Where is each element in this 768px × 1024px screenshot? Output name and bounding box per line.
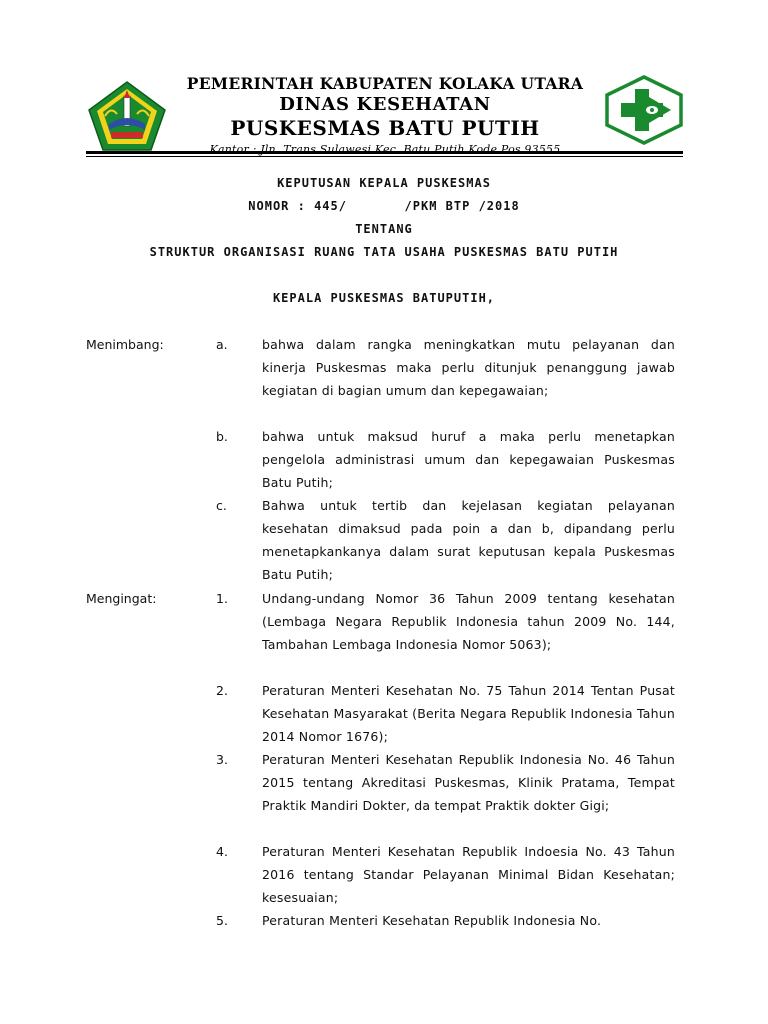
list-item: Bahwa untuk tertib dan kejelasan kegiatan pelayanan kesehatan dimaksud pada poin a dan b, dipandang perlu menetapkankanya dalam surat keputusan kepala Puskesmas Batu Putih;: [262, 498, 675, 582]
decree-subject: STRUKTUR ORGANISASI RUANG TATA USAHA PUSKESMAS BATU PUTIH: [149, 245, 619, 259]
letterhead-rule-thin: [86, 156, 683, 157]
list-item: Peraturan Menteri Kesehatan Republik Indonesia No.: [262, 913, 602, 928]
list-marker: c.: [216, 498, 227, 513]
decree-title: KEPUTUSAN KEPALA PUSKESMAS: [277, 176, 491, 190]
list-item: Peraturan Menteri Kesehatan No. 75 Tahun 2014 Tentan Pusat Kesehatan Masyarakat (Berita Negara Republik Indonesia Tahun 2014 Nomor 1676);: [262, 683, 675, 744]
letterhead-department: DINAS KESEHATAN: [279, 94, 491, 115]
letterhead-rule-thick: [86, 151, 683, 154]
mengingat-label: Mengingat:: [86, 591, 157, 606]
list-item: Peraturan Menteri Kesehatan Republik Indoesia No. 43 Tahun 2016 tentang Standar Pelayanan Minimal Bidan Kesehatan; kesesuaian;: [262, 844, 675, 905]
letterhead-institution: PUSKESMAS BATU PUTIH: [230, 116, 540, 140]
list-marker: 3.: [216, 752, 228, 767]
list-item: Undang-undang Nomor 36 Tahun 2009 tentang kesehatan (Lembaga Negara Republik Indonesia tahun 2009 No. 144, Tambahan Lembaga Indonesia Nomor 5063);: [262, 591, 675, 652]
list-marker: 2.: [216, 683, 228, 698]
list-marker: 4.: [216, 844, 228, 859]
puskesmas-cross-icon: [605, 75, 683, 145]
decree-issuer: KEPALA PUSKESMAS BATUPUTIH,: [272, 291, 496, 305]
list-item: bahwa untuk maksud huruf a maka perlu menetapkan pengelola administrasi umum dan kepegawaian Puskesmas Batu Putih;: [262, 429, 675, 490]
kolaka-utara-emblem-icon: [87, 80, 167, 152]
list-marker: 5.: [216, 913, 228, 928]
list-marker: b.: [216, 429, 228, 444]
decree-about: TENTANG: [355, 222, 413, 236]
letterhead-address: Kantor : Jln. Trans Sulawesi Kec. Batu Putih Kode Pos 93555: [209, 143, 561, 156]
list-item: Peraturan Menteri Kesehatan Republik Indonesia No. 46 Tahun 2015 tentang Akreditasi Puskesmas, Klinik Pratama, Tempat Praktik Mandiri Dokter, da tempat Praktik dokter Gigi;: [262, 752, 675, 813]
list-marker: a.: [216, 337, 228, 352]
decree-number: NOMOR : 445/ /PKM BTP /2018: [248, 199, 520, 213]
letterhead: [170, 74, 600, 158]
letterhead-government: PEMERINTAH KABUPATEN KOLAKA UTARA: [186, 74, 584, 93]
list-marker: 1.: [216, 591, 228, 606]
list-item: bahwa dalam rangka meningkatkan mutu pelayanan dan kinerja Puskesmas maka perlu ditunjuk penanggung jawab kegiatan di bagian umum dan kepegawaian;: [262, 337, 675, 398]
menimbang-label: Menimbang:: [86, 337, 164, 352]
